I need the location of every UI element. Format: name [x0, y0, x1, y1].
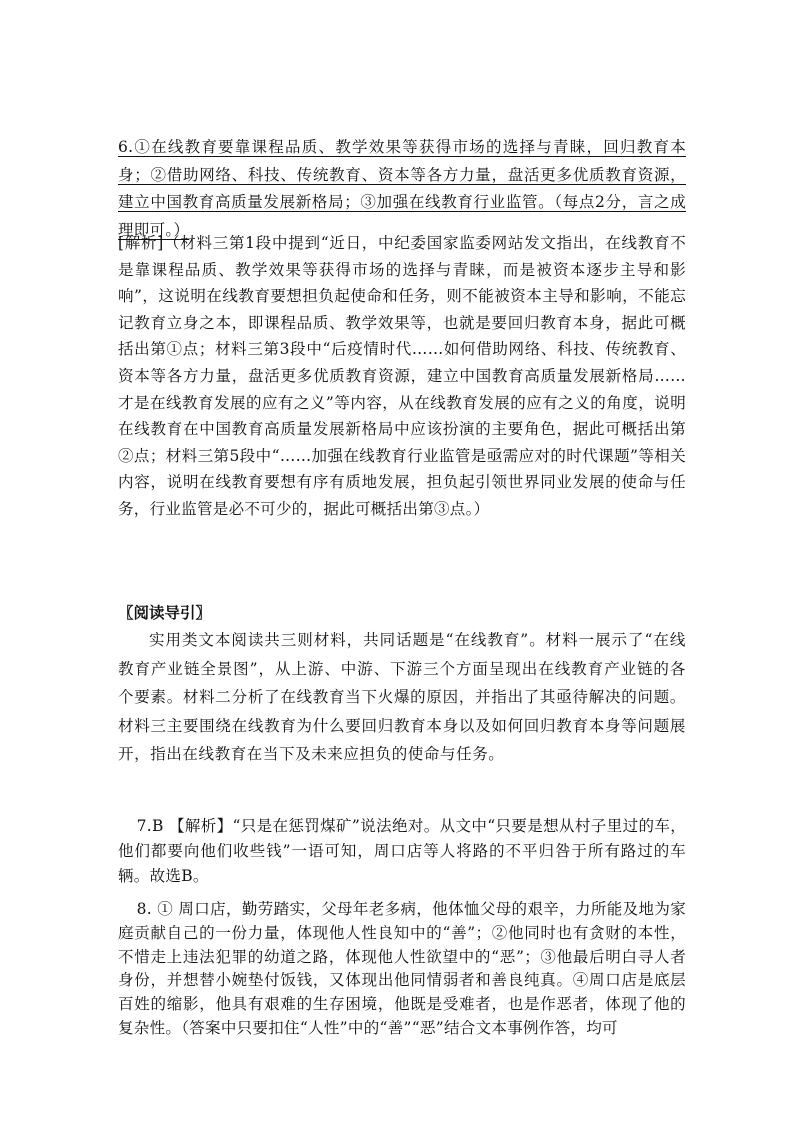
question-6-analysis-block	[118, 230, 686, 523]
question-6-answer-block	[118, 134, 686, 244]
question-7-block	[118, 814, 686, 889]
question-6-analysis: [解析]（材料三第1段中提到“近日，中纪委国家监委网站发文指出，在线教育不是靠课程品质、教学效果等获得市场的选择与青睐，而是被资本逐步主导和影响”，这说明在线教育要想担负起使命和任务，则不能被资本主导和影响，不能忘记教育立身之本，即课程品质、教学效果等，也就是要回归教育本身，据此可概括出第①点；材料三第3段中“后疫情时代……如何借助网络、科技、传统教育、资本等各方力量，盘活更多优质教育资源，建立中国教育高质量发展新格局……才是在线教育发展的应有之义”等内容，从在线教育发展的应有之义的角度，说明在线教育在中国教育高质量发展新格局中应该扮演的主要角色，据此可概括出第②点；材料三第5段中“……加强在线教育行业监管是亟需应对的时代课题”等相关内容，说明在线教育要想有序有质地发展，担负起引领世界同业发展的使命与任务，行业监管是必不可少的，据此可概括出第③点。）	[118, 234, 686, 518]
reading-guide-block	[118, 600, 686, 769]
question-6-answer: 6.①在线教育要靠课程品质、教学效果等获得市场的选择与青睐，回归教育本身；②借助网络、科技、传统教育、资本等各方力量，盘活更多优质教育资源，建立中国教育高质量发展新格局；③加强在线教育行业监管。（每点2分，言之成理即可。）	[118, 138, 686, 239]
reading-guide-body: 实用类文本阅读共三则材料，共同话题是“在线教育”。材料一展示了“在线教育产业链全景图”，从上游、中游、下游三个方面呈现出在线教育产业链的各个要素。材料二分析了在线教育当下火爆的原因，并指出了其亟待解决的问题。材料三主要围绕在线教育为什么要回归教育本身以及如何回归教育本身等问题展开，指出在线教育在当下及未来应担负的使命与任务。	[118, 631, 686, 763]
question-8-block	[118, 898, 686, 1041]
reading-guide-heading: 〖阅读导引〗	[118, 603, 212, 622]
question-8-text: 8. ① 周口店，勤劳踏实，父母年老多病，他体恤父母的艰辛，力所能及地为家庭贡献自己的一份力量，体现他人性良知中的“善”；②他同时也有贪财的本性，不惜走上违法犯罪的幼道之路，体现他人性欲望中的“恶”；③他最后明白寻人者身份，并想替小婉垫付饭钱，又体现出他同情弱者和善良纯真。④周口店是底层百姓的缩影，他具有艰难的生存困境，他既是受难者，也是作恶者，体现了他的复杂性。（答案中只要扣住“人性”中的“善”“恶”结合文本事例作答，均可	[118, 900, 686, 1037]
question-7-text: 7.B 【解析】“只是在惩罚煤矿”说法绝对。从文中“只要是想从村子里过的车，他们都要向他们收些钱”一语可知，周口店等人将路的不平归咎于所有路过的车辆。故选B。	[118, 817, 686, 885]
